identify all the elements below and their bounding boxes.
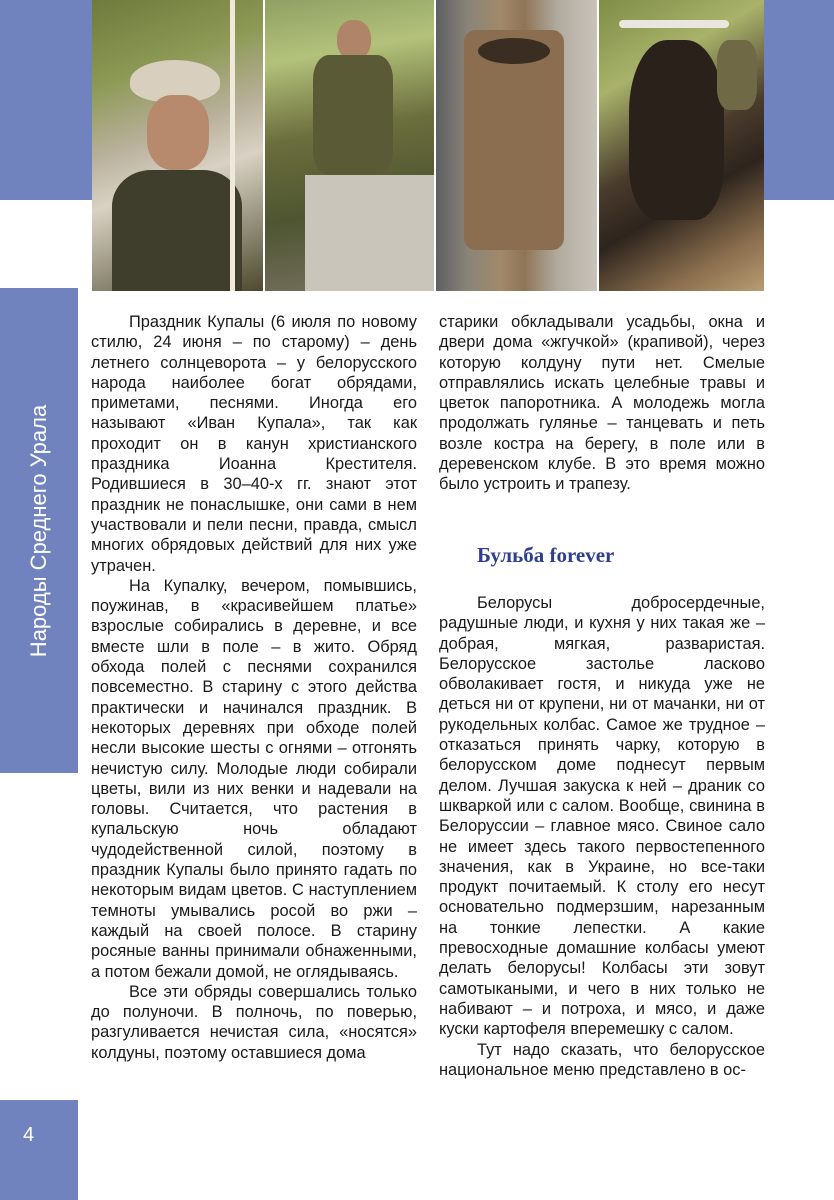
section-side-label: Народы Среднего Урала: [26, 404, 52, 657]
photo-horse-plough: [599, 0, 765, 291]
left-text-column: [91, 312, 417, 1063]
top-left-color-band: [0, 0, 92, 200]
photo-wooden-mortar: [436, 0, 597, 291]
photo-man-rowing: [265, 0, 434, 291]
paragraph-continuation: старики обкладывали усадьбы, окна и двери дома «жгучкой» (крапивой), через которую колдуну пути нет. Смелые отправлялись искать целебные травы и цветок папоротника. А молодежь могла продолжать гулянье – танцевать и петь возле костра на берегу, в поле или в деревенском клубе. В это время можно было устроить и трапезу.: [439, 313, 765, 494]
paragraph: Все эти обряды совершались только до полуночи. В полночь, по поверью, разгуливается нечистая сила, «носятся» колдуны, поэтому оставшиеся дома: [91, 982, 417, 1062]
page-number-tab: [0, 1100, 78, 1200]
paragraph: Белорусы добросердечные, радушные люди, и кухня у них такая же – добрая, мягкая, разваристая. Белорусское застолье ласково обволакивает гостя, и никуда уже не деться ни от крупени, ни от мачанки, ни от рукодельных колбас. Самое же трудное – отказаться принять чарку, которую в белорусском доме поднесут первым делом. Лучшая закуска к ней – драник со шкваркой или с салом. Вообще, свинина в Белоруссии – главное мясо. Свиное сало не имеет здесь такого первостепенного значения, как в Украине, но все-таки продукт почитаемый. К столу его несут основательно подмерзшим, нарезанным на тонкие лепестки. А какие превосходные домашние колбасы умеют делать белорусы! Колбасы эти зовут самотыкаными, и чего в них только не набивают – и потроха, и мясо, и даже куски картофеля вперемешку с салом.: [439, 593, 765, 1039]
paragraph: На Купалку, вечером, помывшись, поужинав, в «красивейшем платье» взрослые собирались в деревне, и все вместе шли в поле – в жито. Обряд обхода полей с песнями сохранился повсеместно. В старину с этого действа практически и начинался праздник. В некоторых деревнях при обходе полей несли высокие шесты с огнями – отгонять нечистую силу. Молодые люди собирали цветы, вили из них венки и надевали на головы. Считается, что растения в купальскую ночь обладают чудодейственной силой, поэтому в праздник Купалы было принято гадать по некоторым видам цветов. С наступлением темноты умывались росой во ржи – каждый на своей полосе. В старину росяные ванны принимали обнаженными, а потом бежали домой, не оглядываясь.: [91, 576, 417, 981]
photo-strip: [92, 0, 764, 291]
paragraph: Тут надо сказать, что белорусское национальное меню представлено в ос-: [439, 1040, 765, 1079]
paragraph: Праздник Купалы (6 июля по новому стилю, 24 июня – по старому) – день летнего солнцеворота – у белорусского народа наиболее богат обрядами, приметами, песнями. Иногда его называют «Иван Купала», так как проходит он в канун христианского праздника Иоанна Крестителя. Родившиеся в 30–40-х гг. знают этот праздник не понаслышке, они сами в нем участвовали и пели песни, правда, смысл многих обрядовых действий для них уже утрачен.: [91, 313, 417, 575]
photo-old-man-cap: [92, 0, 263, 291]
right-text-column: [439, 312, 765, 1080]
top-right-color-band: [764, 0, 834, 200]
page-number: 4: [23, 1124, 35, 1146]
section-side-tab: [0, 288, 78, 773]
section-heading: Бульба forever: [477, 542, 615, 567]
